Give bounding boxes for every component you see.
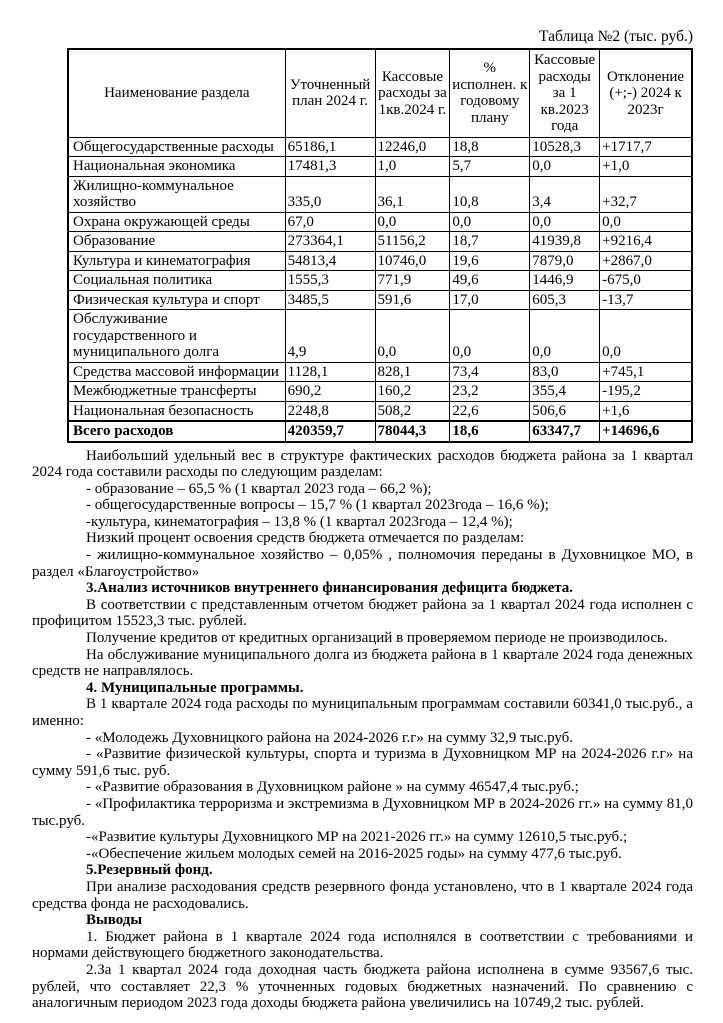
row-value: 51156,2 xyxy=(375,232,450,252)
row-value: 1446,9 xyxy=(530,271,600,291)
table-body xyxy=(68,137,692,421)
row-value: 273364,1 xyxy=(285,232,375,252)
row-value: +1,6 xyxy=(600,401,692,421)
row-label: Национальная экономика xyxy=(68,157,285,177)
para-surplus: В соответствии с представленным отчетом бюджет района за 1 квартал 2024 года исполнен с профицитом 15523,3 тыс. рублей. xyxy=(32,596,693,630)
table-row xyxy=(68,382,692,402)
header-plan-2024: Уточненный план 2024 г. xyxy=(285,49,375,137)
report-text xyxy=(32,448,693,1012)
table-row xyxy=(68,251,692,271)
row-value: 605,3 xyxy=(530,290,600,310)
row-value: 828,1 xyxy=(375,362,450,382)
conclusions-heading: Выводы xyxy=(86,912,143,929)
row-value: -195,2 xyxy=(600,382,692,402)
row-value: 1555,3 xyxy=(285,271,375,291)
row-value: 0,0 xyxy=(530,212,600,232)
row-value: 0,0 xyxy=(600,212,692,232)
row-value: 7879,0 xyxy=(530,251,600,271)
para-debt-service: На обслуживание муниципального долга из бюджета района в 1 квартале 2024 года денежных средств не направлялось. xyxy=(32,646,693,680)
header-cash-q1-2023: Кассовые расходы за 1 кв.2023 года xyxy=(530,49,600,137)
row-value: 36,1 xyxy=(375,176,450,212)
table-row xyxy=(68,157,692,177)
row-value: 0,0 xyxy=(600,310,692,363)
row-value: 4,9 xyxy=(285,310,375,363)
row-value: 690,2 xyxy=(285,382,375,402)
row-value: 1128,1 xyxy=(285,362,375,382)
row-value: 0,0 xyxy=(530,157,600,177)
table-row xyxy=(68,137,692,157)
header-percent-execution: % исполнен. к годовому плану xyxy=(450,49,530,137)
header-section-name: Наименование раздела xyxy=(68,49,285,137)
row-label: Обслуживание государственного и муниципального долга xyxy=(68,310,285,363)
row-label: Социальная политика xyxy=(68,271,285,291)
budget-table xyxy=(67,48,693,443)
row-value: +9216,4 xyxy=(600,232,692,252)
row-value: 0,0 xyxy=(530,310,600,363)
row-value: 18,7 xyxy=(450,232,530,252)
row-value: 0,0 xyxy=(450,310,530,363)
row-value: 49,6 xyxy=(450,271,530,291)
row-value: +1717,7 xyxy=(600,137,692,157)
row-label: Охрана окружающей среды xyxy=(68,212,285,232)
row-value: 335,0 xyxy=(285,176,375,212)
row-value: 506,6 xyxy=(530,401,600,421)
row-value: +1,0 xyxy=(600,157,692,177)
total-cash-2024: 78044,3 xyxy=(375,421,450,442)
table-row xyxy=(68,310,692,363)
total-label: Всего расходов xyxy=(68,421,285,442)
row-value: 23,2 xyxy=(450,382,530,402)
row-value: 10,8 xyxy=(450,176,530,212)
table-row xyxy=(68,212,692,232)
table-row xyxy=(68,290,692,310)
header-row xyxy=(68,49,692,137)
conclusion-1: 1. Бюджет района в 1 квартале 2024 года исполнялся в соответствии с требованиями и нормами действующего бюджетного законодательства. xyxy=(32,928,693,962)
row-value: 83,0 xyxy=(530,362,600,382)
table-row xyxy=(68,401,692,421)
row-value: 591,6 xyxy=(375,290,450,310)
para-reserve-fund: При анализе расходования средств резервного фонда установлено, что в 1 квартале 2024 года средства фонда не расходовались. xyxy=(32,878,693,912)
total-deviation: +14696,6 xyxy=(600,421,692,442)
row-value: 17481,3 xyxy=(285,157,375,177)
row-value: -13,7 xyxy=(600,290,692,310)
section-heading-4: 4. Муниципальные программы. xyxy=(86,679,304,696)
total-percent: 18,6 xyxy=(450,421,530,442)
row-value: 67,0 xyxy=(285,212,375,232)
row-value: 160,2 xyxy=(375,382,450,402)
list-item-education: - образование – 65,5 % (1 квартал 2023 года – 66,2 %); xyxy=(86,480,432,497)
row-value: 1,0 xyxy=(375,157,450,177)
table-row xyxy=(68,232,692,252)
para-credits: Получение кредитов от кредитных организаций в проверяемом периоде не производилось. xyxy=(86,630,668,647)
row-value: 0,0 xyxy=(375,212,450,232)
conclusion-2: 2.За 1 квартал 2024 года доходная часть бюджета района исполнена в сумме 93567,6 тыс. рублей, что составляет 22,3 % уточненных годовых бюджетных назначений. По сравнению с аналогичным периодом 2023 года доходы бюджета района увеличились на 10749,2 тыс. рублей. xyxy=(32,961,693,1012)
row-value: 12246,0 xyxy=(375,137,450,157)
row-value: 771,9 xyxy=(375,271,450,291)
total-plan: 420359,7 xyxy=(285,421,375,442)
para-largest-share: Наибольший удельный вес в структуре фактических расходов бюджета района за 1 квартал 2024 года составили расходы по следующим разделам: xyxy=(32,447,693,481)
total-cash-2023: 63347,7 xyxy=(530,421,600,442)
row-label: Культура и кинематография xyxy=(68,251,285,271)
row-label: Средства массовой информации xyxy=(68,362,285,382)
list-item-culture: -культура, кинематография – 13,8 % (1 квартал 2023года – 12,4 %); xyxy=(86,513,513,530)
row-value: +32,7 xyxy=(600,176,692,212)
program-item-terrorism-prevention: - «Профилактика терроризма и экстремизма в Духовницком МР в 2024-2026 гг.» на сумму 81,0 тыс.руб. xyxy=(32,795,693,829)
section-heading-5: 5.Резервный фонд. xyxy=(86,862,213,879)
row-value: 2248,8 xyxy=(285,401,375,421)
row-value: 18,8 xyxy=(450,137,530,157)
row-value: +745,1 xyxy=(600,362,692,382)
row-value: 73,4 xyxy=(450,362,530,382)
row-value: 355,4 xyxy=(530,382,600,402)
row-value: 508,2 xyxy=(375,401,450,421)
section-heading-3: 3.Анализ источников внутреннего финансирования дефицита бюджета. xyxy=(86,580,574,597)
row-value: 0,0 xyxy=(375,310,450,363)
table-caption: Таблица №2 (тыс. руб.) xyxy=(539,28,693,45)
table-row xyxy=(68,362,692,382)
program-item-education: - «Развитие образования в Духовницком районе » на сумму 46547,4 тыс.руб.; xyxy=(86,779,579,796)
program-item-youth: - «Молодежь Духовницкого района на 2024-2026 г.г» на сумму 32,9 тыс.руб. xyxy=(86,729,574,746)
row-label: Межбюджетные трансферты xyxy=(68,382,285,402)
total-row xyxy=(68,421,692,442)
row-label: Образование xyxy=(68,232,285,252)
row-value: 5,7 xyxy=(450,157,530,177)
para-low-execution: Низкий процент освоения средств бюджета отмечается по разделам: xyxy=(86,530,525,547)
row-label: Общегосударственные расходы xyxy=(68,137,285,157)
row-label: Жилищно-коммунальное хозяйство xyxy=(68,176,285,212)
row-value: +2867,0 xyxy=(600,251,692,271)
row-label: Физическая культура и спорт xyxy=(68,290,285,310)
row-value: 0,0 xyxy=(450,212,530,232)
row-value: 3485,5 xyxy=(285,290,375,310)
table-row xyxy=(68,271,692,291)
list-item-general-affairs: - общегосударственные вопросы – 15,7 % (1 квартал 2023года – 16,6 %); xyxy=(86,497,549,514)
row-value: 3,4 xyxy=(530,176,600,212)
row-label: Национальная безопасность xyxy=(68,401,285,421)
table-row xyxy=(68,176,692,212)
program-item-culture: -«Развитие культуры Духовницкого МР на 2021-2026 гг.» на сумму 12610,5 тыс.руб.; xyxy=(86,829,628,846)
table-header xyxy=(68,49,692,137)
row-value: 17,0 xyxy=(450,290,530,310)
row-value: 54813,4 xyxy=(285,251,375,271)
row-value: 41939,8 xyxy=(530,232,600,252)
row-value: 10746,0 xyxy=(375,251,450,271)
program-item-sport: - «Развитие физической культуры, спорта и туризма в Духовницком МР на 2024-2026 г.г» на сумму 591,6 тыс. руб. xyxy=(32,746,693,779)
para-programs-intro: В 1 квартале 2024 года расходы по муниципальным программам составили 60341,0 тыс.руб., а именно: xyxy=(32,696,693,729)
para-low-execution-item: - жилищно-коммунальное хозяйство – 0,05% , полномочия переданы в Духовницкое МО, в раздел «Благоустройство» xyxy=(32,547,693,580)
row-value: 10528,3 xyxy=(530,137,600,157)
row-value: 22,6 xyxy=(450,401,530,421)
header-deviation: Отклонение (+;-) 2024 к 2023г xyxy=(600,49,692,137)
header-cash-q1-2024: Кассовые расходы за 1кв.2024 г. xyxy=(375,49,450,137)
program-item-housing: -«Обеспечение жильем молодых семей на 2016-2025 годы» на сумму 477,6 тыс.руб. xyxy=(86,845,622,862)
row-value: -675,0 xyxy=(600,271,692,291)
row-value: 19,6 xyxy=(450,251,530,271)
row-value: 65186,1 xyxy=(285,137,375,157)
